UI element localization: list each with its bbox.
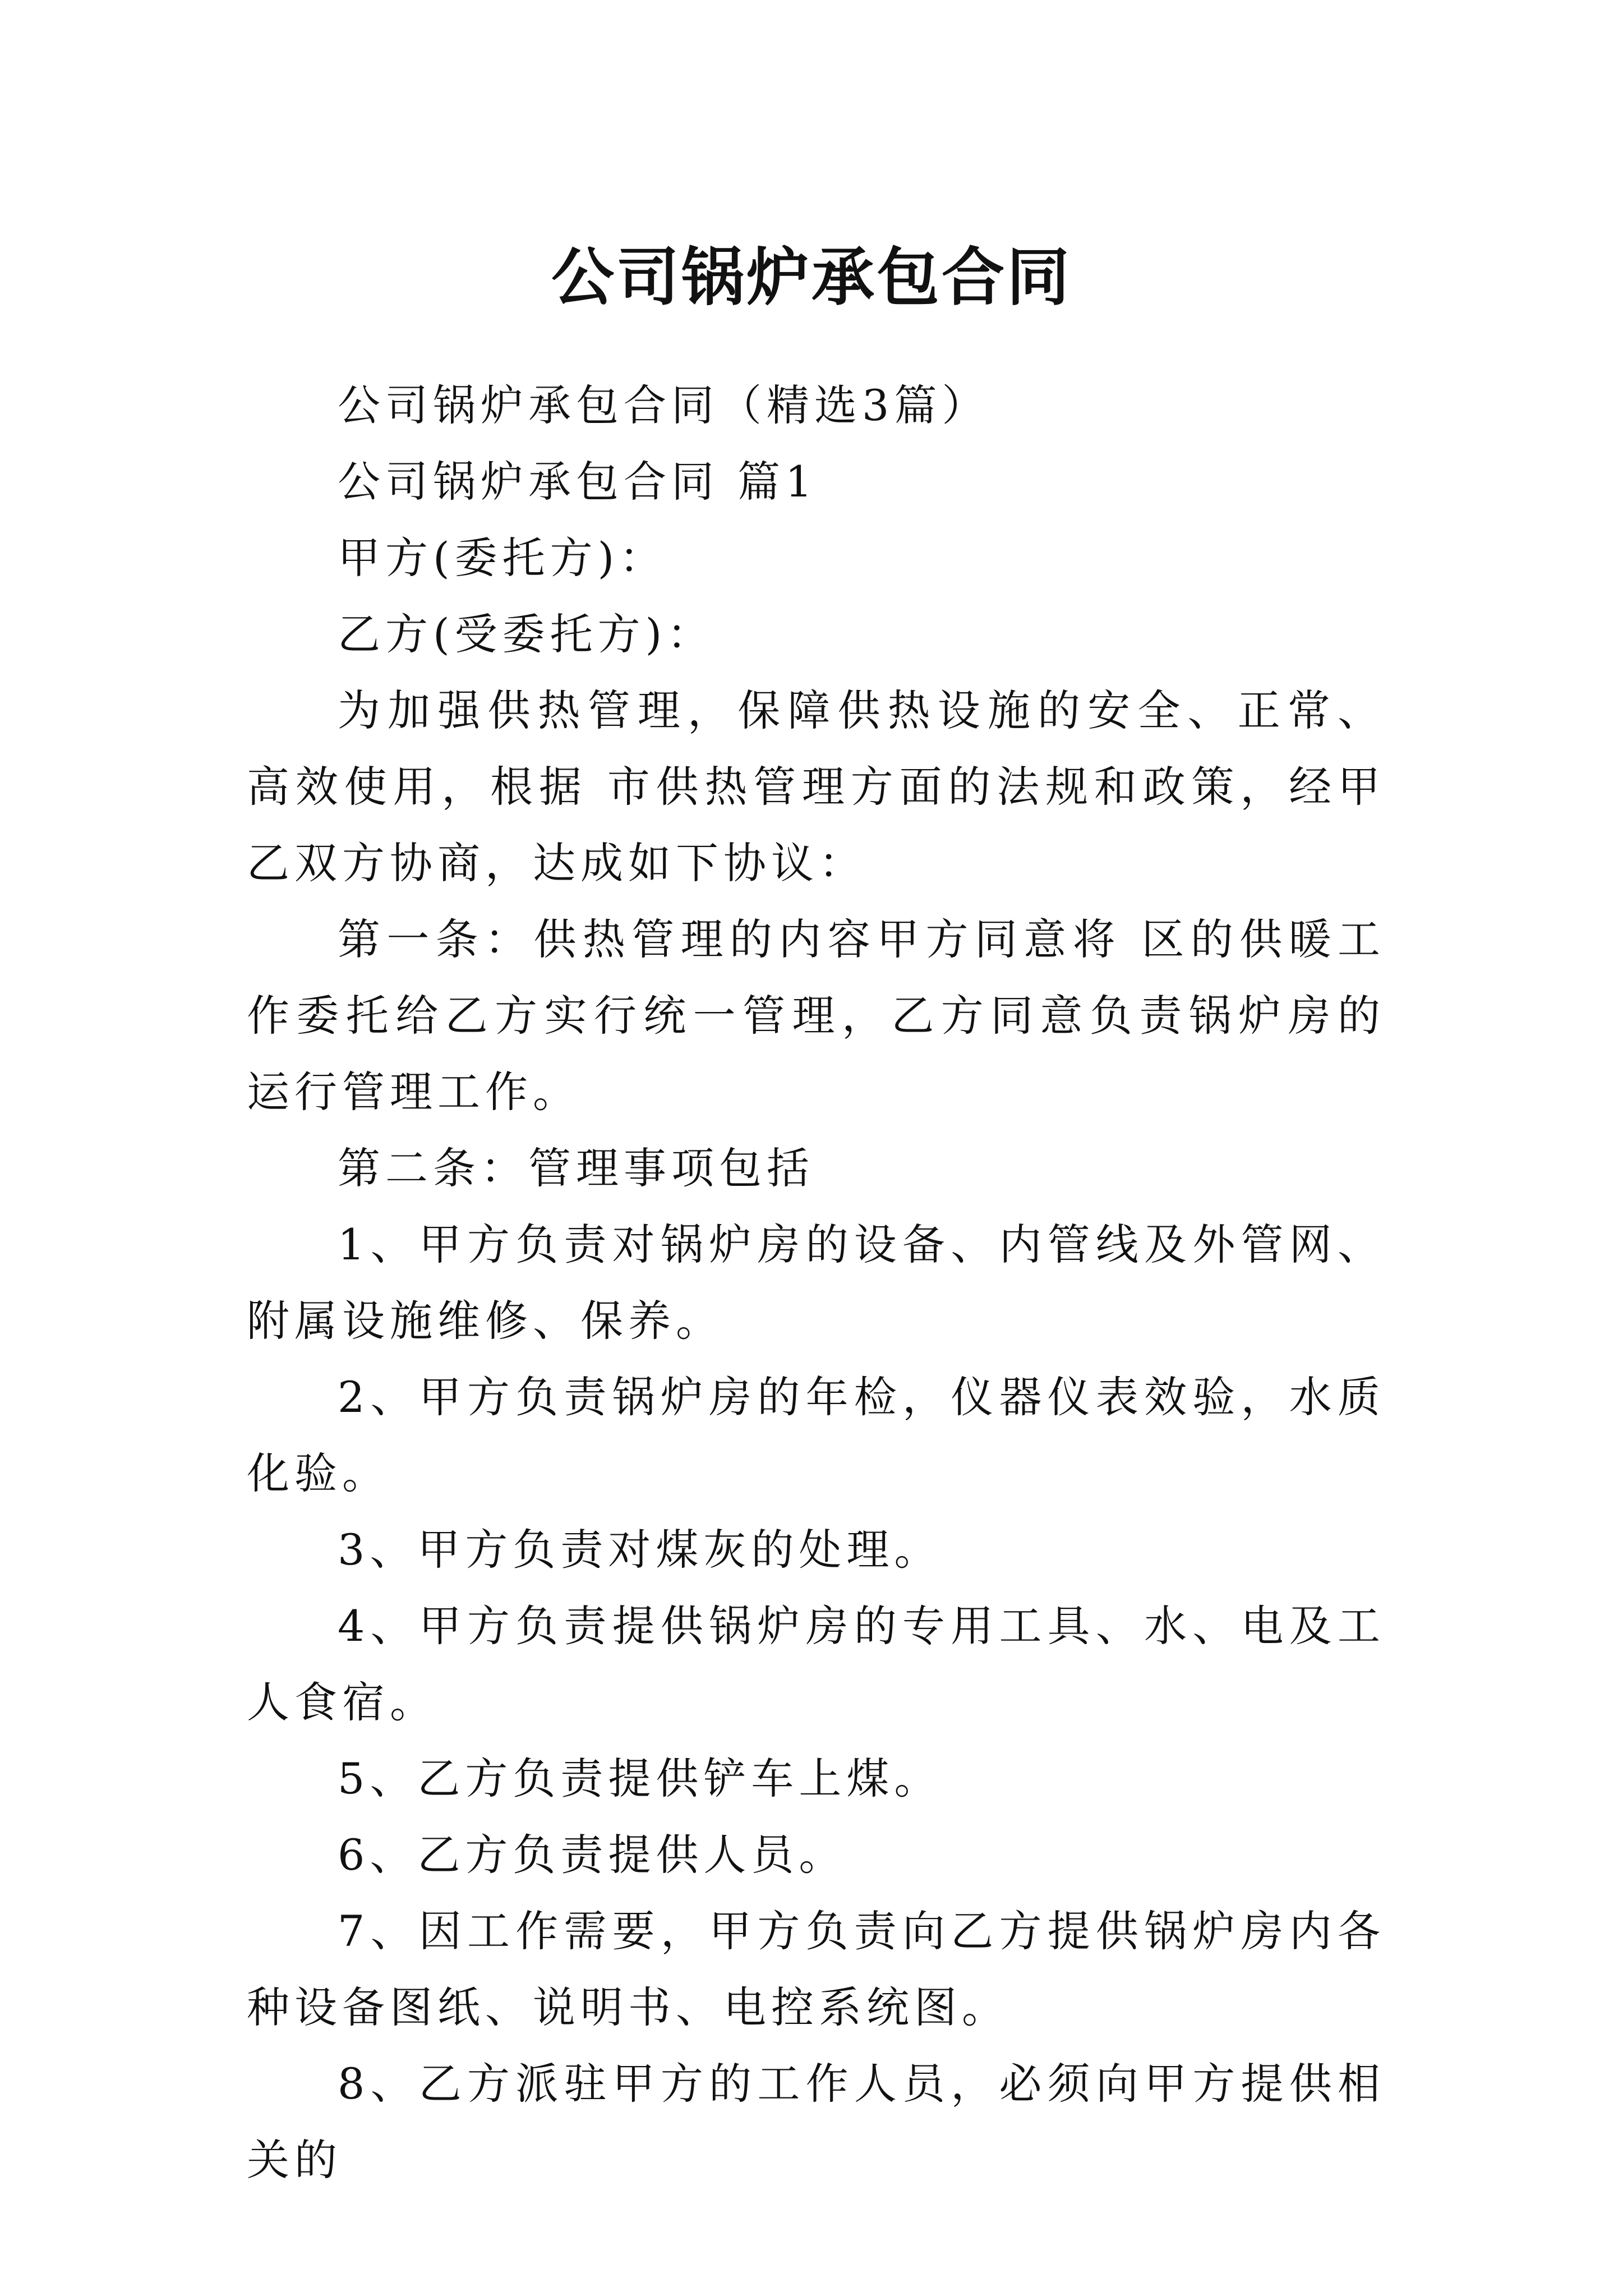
document-title: 公司锅炉承包合同 <box>551 241 1072 315</box>
section-heading-part-1: 公司锅炉承包合同 篇1 <box>338 457 818 507</box>
article-2-heading: 第二条：管理事项包括 <box>338 1143 814 1193</box>
clause-5: 5、乙方负责提供铲车上煤。 <box>338 1754 942 1803</box>
clause-6: 6、乙方负责提供人员。 <box>338 1830 847 1880</box>
party-a-line: 甲方(委托方)： <box>338 533 667 583</box>
party-b-line: 乙方(受委托方)： <box>338 609 715 659</box>
clause-7: 7、因工作需要，甲方负责向乙方提供锅炉房内各种设备图纸、说明书、电控系统图。 <box>247 1906 1385 2032</box>
document-body <box>247 367 1385 2198</box>
clause-3: 3、甲方负责对煤灰的处理。 <box>338 1525 942 1575</box>
article-1-paragraph: 第一条：供热管理的内容甲方同意将 区的供暖工作委托给乙方实行统一管理，乙方同意负责锅炉房的运行管理工作。 <box>247 914 1385 1117</box>
clause-4: 4、甲方负责提供锅炉房的专用工具、水、电及工人食宿。 <box>247 1601 1385 1727</box>
clause-8: 8、乙方派驻甲方的工作人员，必须向甲方提供相关的 <box>247 2059 1385 2185</box>
subtitle-selected-three: 公司锅炉承包合同（精选3篇） <box>338 380 990 430</box>
clause-1: 1、甲方负责对锅炉房的设备、内管线及外管网、附属设施维修、保养。 <box>247 1220 1385 1346</box>
clause-2: 2、甲方负责锅炉房的年检，仪器仪表效验，水质化验。 <box>247 1372 1385 1498</box>
preamble-paragraph: 为加强供热管理，保障供热设施的安全、正常、高效使用，根据 市供热管理方面的法规和政策，经甲乙双方协商，达成如下协议： <box>247 685 1385 888</box>
